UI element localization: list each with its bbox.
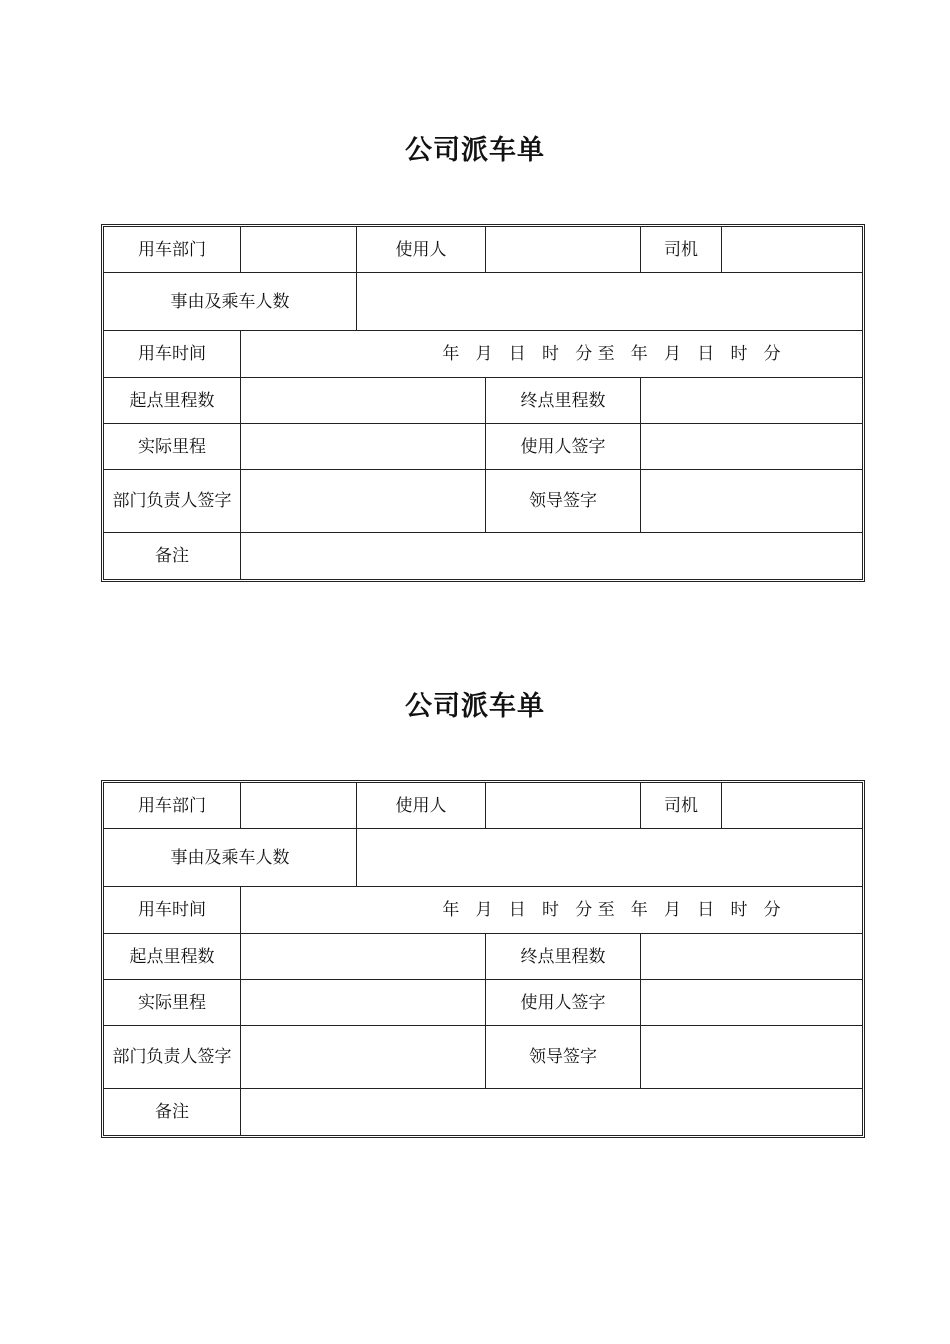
dept-head-sign-field[interactable]: [241, 470, 486, 533]
remarks-field[interactable]: [241, 533, 862, 579]
end-mileage-label: 终点里程数: [486, 934, 641, 980]
user-field[interactable]: [486, 783, 641, 829]
actual-mileage-label: 实际里程: [104, 424, 241, 470]
department-field[interactable]: [241, 227, 357, 273]
use-time-label: 用车时间: [104, 331, 241, 378]
reason-label: 事由及乘车人数: [104, 273, 357, 331]
reason-field[interactable]: [357, 273, 862, 331]
dept-head-sign-field[interactable]: [241, 1026, 486, 1089]
end-mileage-label: 终点里程数: [486, 378, 641, 424]
driver-field[interactable]: [722, 227, 862, 273]
leader-sign-field[interactable]: [641, 1026, 862, 1089]
use-time-template: 年 月 日 时 分 至 年 月 日 时 分: [442, 900, 781, 920]
actual-mileage-label: 实际里程: [104, 980, 241, 1026]
form-title: 公司派车单: [405, 691, 545, 722]
leader-sign-field[interactable]: [641, 470, 862, 533]
use-time-field[interactable]: [241, 887, 862, 934]
user-label: 使用人: [357, 783, 486, 829]
remarks-label: 备注: [104, 1089, 241, 1135]
user-sign-label: 使用人签字: [486, 980, 641, 1026]
department-field[interactable]: [241, 783, 357, 829]
end-mileage-field[interactable]: [641, 934, 862, 980]
dept-head-sign-label: 部门负责人签字: [104, 470, 241, 533]
actual-mileage-field[interactable]: [241, 424, 486, 470]
dept-head-sign-label: 部门负责人签字: [104, 1026, 241, 1089]
remarks-label: 备注: [104, 533, 241, 579]
user-label: 使用人: [357, 227, 486, 273]
department-label: 用车部门: [104, 227, 241, 273]
leader-sign-label: 领导签字: [486, 1026, 641, 1089]
end-mileage-field[interactable]: [641, 378, 862, 424]
use-time-label: 用车时间: [104, 887, 241, 934]
dispatch-table: [101, 224, 865, 582]
use-time-field[interactable]: [241, 331, 862, 378]
actual-mileage-field[interactable]: [241, 980, 486, 1026]
user-field[interactable]: [486, 227, 641, 273]
use-time-template: 年 月 日 时 分 至 年 月 日 时 分: [442, 344, 781, 364]
start-mileage-field[interactable]: [241, 378, 486, 424]
reason-label: 事由及乘车人数: [104, 829, 357, 887]
start-mileage-field[interactable]: [241, 934, 486, 980]
user-sign-field[interactable]: [641, 980, 862, 1026]
driver-label: 司机: [641, 227, 722, 273]
start-mileage-label: 起点里程数: [104, 378, 241, 424]
dispatch-table: [101, 780, 865, 1138]
driver-field[interactable]: [722, 783, 862, 829]
remarks-field[interactable]: [241, 1089, 862, 1135]
form-title: 公司派车单: [405, 135, 545, 166]
dispatch-form: [101, 224, 859, 582]
leader-sign-label: 领导签字: [486, 470, 641, 533]
dispatch-form: [101, 780, 859, 1138]
user-sign-field[interactable]: [641, 424, 862, 470]
start-mileage-label: 起点里程数: [104, 934, 241, 980]
department-label: 用车部门: [104, 783, 241, 829]
reason-field[interactable]: [357, 829, 862, 887]
driver-label: 司机: [641, 783, 722, 829]
user-sign-label: 使用人签字: [486, 424, 641, 470]
